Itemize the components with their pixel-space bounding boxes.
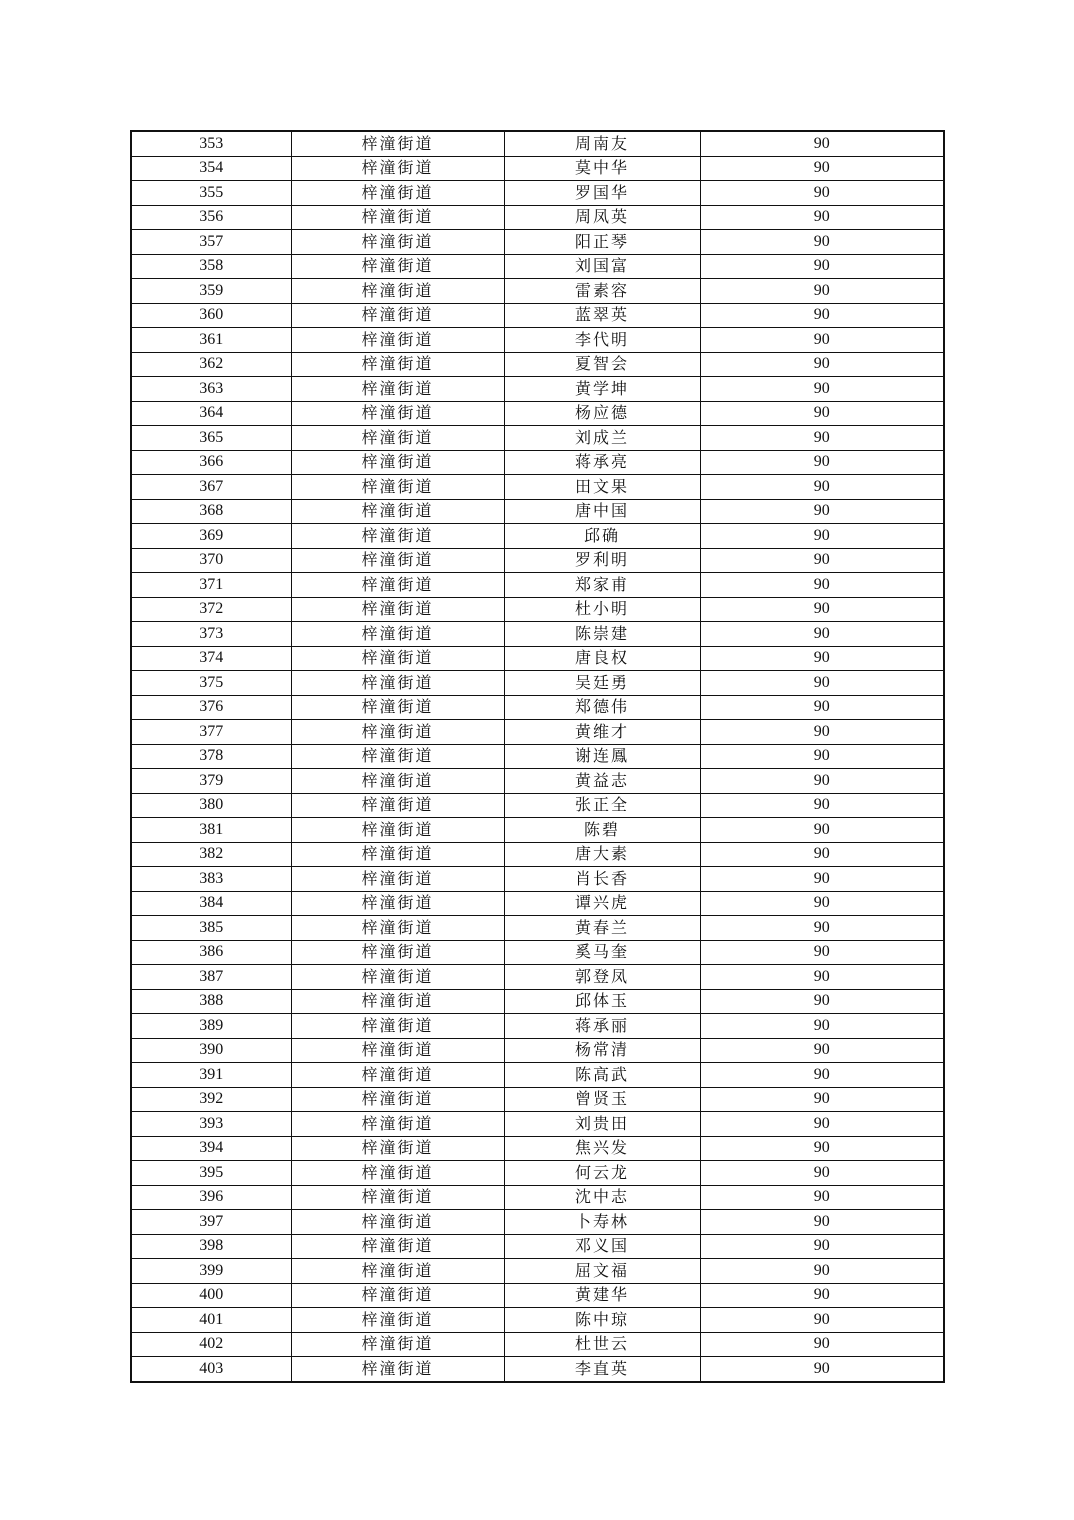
person-name-cell: 郑家甫 <box>504 573 700 598</box>
street-name-cell: 梓潼街道 <box>291 965 504 990</box>
row-number-cell: 397 <box>131 1210 291 1235</box>
street-name-cell: 梓潼街道 <box>291 573 504 598</box>
row-number-cell: 371 <box>131 573 291 598</box>
row-number-cell: 402 <box>131 1332 291 1357</box>
score-value-cell: 90 <box>700 303 944 328</box>
street-name-cell: 梓潼街道 <box>291 131 504 156</box>
table-row <box>131 867 944 892</box>
table-row <box>131 1038 944 1063</box>
person-name-cell: 奚马奎 <box>504 940 700 965</box>
row-number-cell: 403 <box>131 1357 291 1382</box>
street-name-cell: 梓潼街道 <box>291 1259 504 1284</box>
score-value-cell: 90 <box>700 965 944 990</box>
street-name-cell: 梓潼街道 <box>291 695 504 720</box>
person-name-cell: 曾贤玉 <box>504 1087 700 1112</box>
row-number-cell: 355 <box>131 181 291 206</box>
score-value-cell: 90 <box>700 597 944 622</box>
score-value-cell: 90 <box>700 499 944 524</box>
street-name-cell: 梓潼街道 <box>291 548 504 573</box>
score-value-cell: 90 <box>700 695 944 720</box>
person-name-cell: 唐中国 <box>504 499 700 524</box>
street-name-cell: 梓潼街道 <box>291 597 504 622</box>
table-row <box>131 1332 944 1357</box>
street-name-cell: 梓潼街道 <box>291 1332 504 1357</box>
person-name-cell: 蒋承丽 <box>504 1014 700 1039</box>
row-number-cell: 388 <box>131 989 291 1014</box>
table-row <box>131 475 944 500</box>
person-name-cell: 唐良权 <box>504 646 700 671</box>
table-row <box>131 1014 944 1039</box>
row-number-cell: 361 <box>131 328 291 353</box>
row-number-cell: 399 <box>131 1259 291 1284</box>
street-name-cell: 梓潼街道 <box>291 401 504 426</box>
row-number-cell: 390 <box>131 1038 291 1063</box>
person-name-cell: 陈碧 <box>504 818 700 843</box>
person-name-cell: 何云龙 <box>504 1161 700 1186</box>
table-row <box>131 597 944 622</box>
row-number-cell: 372 <box>131 597 291 622</box>
person-name-cell: 黄益志 <box>504 769 700 794</box>
table-row <box>131 573 944 598</box>
score-value-cell: 90 <box>700 646 944 671</box>
row-number-cell: 386 <box>131 940 291 965</box>
score-value-cell: 90 <box>700 230 944 255</box>
table-row <box>131 1185 944 1210</box>
score-value-cell: 90 <box>700 622 944 647</box>
table-row <box>131 450 944 475</box>
person-name-cell: 刘贵田 <box>504 1112 700 1137</box>
row-number-cell: 394 <box>131 1136 291 1161</box>
score-value-cell: 90 <box>700 1234 944 1259</box>
street-name-cell: 梓潼街道 <box>291 793 504 818</box>
score-value-cell: 90 <box>700 475 944 500</box>
table-row <box>131 303 944 328</box>
score-value-cell: 90 <box>700 401 944 426</box>
table-row <box>131 1357 944 1382</box>
person-name-cell: 郭登凤 <box>504 965 700 990</box>
person-name-cell: 沈中志 <box>504 1185 700 1210</box>
table-row <box>131 965 944 990</box>
row-number-cell: 389 <box>131 1014 291 1039</box>
row-number-cell: 358 <box>131 254 291 279</box>
table-row <box>131 1063 944 1088</box>
person-name-cell: 周凤英 <box>504 205 700 230</box>
street-name-cell: 梓潼街道 <box>291 940 504 965</box>
row-number-cell: 374 <box>131 646 291 671</box>
roster-table <box>130 130 945 1383</box>
street-name-cell: 梓潼街道 <box>291 499 504 524</box>
table-row <box>131 1234 944 1259</box>
street-name-cell: 梓潼街道 <box>291 1234 504 1259</box>
row-number-cell: 382 <box>131 842 291 867</box>
score-value-cell: 90 <box>700 450 944 475</box>
street-name-cell: 梓潼街道 <box>291 671 504 696</box>
street-name-cell: 梓潼街道 <box>291 720 504 745</box>
table-row <box>131 548 944 573</box>
row-number-cell: 362 <box>131 352 291 377</box>
row-number-cell: 395 <box>131 1161 291 1186</box>
score-value-cell: 90 <box>700 426 944 451</box>
score-value-cell: 90 <box>700 1210 944 1235</box>
row-number-cell: 363 <box>131 377 291 402</box>
row-number-cell: 379 <box>131 769 291 794</box>
score-value-cell: 90 <box>700 1259 944 1284</box>
table-row <box>131 818 944 843</box>
score-value-cell: 90 <box>700 1308 944 1333</box>
person-name-cell: 杜世云 <box>504 1332 700 1357</box>
score-value-cell: 90 <box>700 352 944 377</box>
score-value-cell: 90 <box>700 377 944 402</box>
table-row <box>131 1210 944 1235</box>
table-row <box>131 524 944 549</box>
table-row <box>131 254 944 279</box>
street-name-cell: 梓潼街道 <box>291 891 504 916</box>
row-number-cell: 369 <box>131 524 291 549</box>
table-row <box>131 230 944 255</box>
person-name-cell: 肖长香 <box>504 867 700 892</box>
street-name-cell: 梓潼街道 <box>291 230 504 255</box>
table-row <box>131 720 944 745</box>
street-name-cell: 梓潼街道 <box>291 1161 504 1186</box>
row-number-cell: 401 <box>131 1308 291 1333</box>
table-row <box>131 1259 944 1284</box>
score-value-cell: 90 <box>700 1063 944 1088</box>
table-row <box>131 156 944 181</box>
score-value-cell: 90 <box>700 916 944 941</box>
street-name-cell: 梓潼街道 <box>291 769 504 794</box>
table-row <box>131 622 944 647</box>
table-row <box>131 891 944 916</box>
row-number-cell: 354 <box>131 156 291 181</box>
score-value-cell: 90 <box>700 181 944 206</box>
row-number-cell: 376 <box>131 695 291 720</box>
score-value-cell: 90 <box>700 156 944 181</box>
table-row <box>131 1308 944 1333</box>
table-row <box>131 646 944 671</box>
person-name-cell: 屈文福 <box>504 1259 700 1284</box>
row-number-cell: 368 <box>131 499 291 524</box>
person-name-cell: 张正全 <box>504 793 700 818</box>
table-row <box>131 181 944 206</box>
table-row <box>131 499 944 524</box>
person-name-cell: 杜小明 <box>504 597 700 622</box>
row-number-cell: 360 <box>131 303 291 328</box>
row-number-cell: 391 <box>131 1063 291 1088</box>
row-number-cell: 385 <box>131 916 291 941</box>
street-name-cell: 梓潼街道 <box>291 867 504 892</box>
score-value-cell: 90 <box>700 818 944 843</box>
person-name-cell: 莫中华 <box>504 156 700 181</box>
score-value-cell: 90 <box>700 671 944 696</box>
person-name-cell: 邱体玉 <box>504 989 700 1014</box>
score-value-cell: 90 <box>700 1185 944 1210</box>
score-value-cell: 90 <box>700 1112 944 1137</box>
street-name-cell: 梓潼街道 <box>291 1112 504 1137</box>
table-row <box>131 671 944 696</box>
street-name-cell: 梓潼街道 <box>291 1308 504 1333</box>
score-value-cell: 90 <box>700 720 944 745</box>
score-value-cell: 90 <box>700 769 944 794</box>
street-name-cell: 梓潼街道 <box>291 1136 504 1161</box>
table-row <box>131 989 944 1014</box>
row-number-cell: 353 <box>131 131 291 156</box>
person-name-cell: 李直英 <box>504 1357 700 1382</box>
row-number-cell: 400 <box>131 1283 291 1308</box>
person-name-cell: 夏智会 <box>504 352 700 377</box>
street-name-cell: 梓潼街道 <box>291 646 504 671</box>
street-name-cell: 梓潼街道 <box>291 1063 504 1088</box>
person-name-cell: 焦兴发 <box>504 1136 700 1161</box>
score-value-cell: 90 <box>700 940 944 965</box>
street-name-cell: 梓潼街道 <box>291 328 504 353</box>
score-value-cell: 90 <box>700 548 944 573</box>
table-row <box>131 1112 944 1137</box>
person-name-cell: 谢连鳳 <box>504 744 700 769</box>
row-number-cell: 370 <box>131 548 291 573</box>
score-value-cell: 90 <box>700 328 944 353</box>
person-name-cell: 蓝翠英 <box>504 303 700 328</box>
row-number-cell: 381 <box>131 818 291 843</box>
street-name-cell: 梓潼街道 <box>291 818 504 843</box>
street-name-cell: 梓潼街道 <box>291 426 504 451</box>
table-row <box>131 328 944 353</box>
row-number-cell: 366 <box>131 450 291 475</box>
score-value-cell: 90 <box>700 842 944 867</box>
table-row <box>131 769 944 794</box>
street-name-cell: 梓潼街道 <box>291 744 504 769</box>
person-name-cell: 刘国富 <box>504 254 700 279</box>
score-value-cell: 90 <box>700 279 944 304</box>
table-row <box>131 1087 944 1112</box>
row-number-cell: 387 <box>131 965 291 990</box>
table-row <box>131 279 944 304</box>
street-name-cell: 梓潼街道 <box>291 156 504 181</box>
row-number-cell: 356 <box>131 205 291 230</box>
street-name-cell: 梓潼街道 <box>291 352 504 377</box>
person-name-cell: 黄春兰 <box>504 916 700 941</box>
person-name-cell: 卜寿林 <box>504 1210 700 1235</box>
score-value-cell: 90 <box>700 989 944 1014</box>
street-name-cell: 梓潼街道 <box>291 524 504 549</box>
person-name-cell: 罗国华 <box>504 181 700 206</box>
street-name-cell: 梓潼街道 <box>291 450 504 475</box>
row-number-cell: 365 <box>131 426 291 451</box>
person-name-cell: 杨应德 <box>504 401 700 426</box>
person-name-cell: 陈高武 <box>504 1063 700 1088</box>
table-row <box>131 1283 944 1308</box>
score-value-cell: 90 <box>700 867 944 892</box>
table-row <box>131 1136 944 1161</box>
person-name-cell: 唐大素 <box>504 842 700 867</box>
table-row <box>131 842 944 867</box>
person-name-cell: 杨常清 <box>504 1038 700 1063</box>
table-row <box>131 916 944 941</box>
person-name-cell: 蒋承亮 <box>504 450 700 475</box>
person-name-cell: 雷素容 <box>504 279 700 304</box>
row-number-cell: 393 <box>131 1112 291 1137</box>
table-row <box>131 205 944 230</box>
row-number-cell: 364 <box>131 401 291 426</box>
score-value-cell: 90 <box>700 1283 944 1308</box>
score-value-cell: 90 <box>700 131 944 156</box>
street-name-cell: 梓潼街道 <box>291 377 504 402</box>
table-row <box>131 377 944 402</box>
score-value-cell: 90 <box>700 1332 944 1357</box>
row-number-cell: 380 <box>131 793 291 818</box>
street-name-cell: 梓潼街道 <box>291 1087 504 1112</box>
person-name-cell: 邱确 <box>504 524 700 549</box>
score-value-cell: 90 <box>700 524 944 549</box>
street-name-cell: 梓潼街道 <box>291 1038 504 1063</box>
table-row <box>131 695 944 720</box>
street-name-cell: 梓潼街道 <box>291 916 504 941</box>
street-name-cell: 梓潼街道 <box>291 475 504 500</box>
street-name-cell: 梓潼街道 <box>291 1283 504 1308</box>
row-number-cell: 357 <box>131 230 291 255</box>
table-row <box>131 1161 944 1186</box>
person-name-cell: 刘成兰 <box>504 426 700 451</box>
row-number-cell: 396 <box>131 1185 291 1210</box>
row-number-cell: 367 <box>131 475 291 500</box>
row-number-cell: 373 <box>131 622 291 647</box>
street-name-cell: 梓潼街道 <box>291 1185 504 1210</box>
row-number-cell: 384 <box>131 891 291 916</box>
score-value-cell: 90 <box>700 1087 944 1112</box>
score-value-cell: 90 <box>700 744 944 769</box>
row-number-cell: 359 <box>131 279 291 304</box>
person-name-cell: 罗利明 <box>504 548 700 573</box>
table-row <box>131 352 944 377</box>
street-name-cell: 梓潼街道 <box>291 279 504 304</box>
row-number-cell: 383 <box>131 867 291 892</box>
person-name-cell: 李代明 <box>504 328 700 353</box>
row-number-cell: 398 <box>131 1234 291 1259</box>
score-value-cell: 90 <box>700 793 944 818</box>
street-name-cell: 梓潼街道 <box>291 303 504 328</box>
person-name-cell: 田文果 <box>504 475 700 500</box>
person-name-cell: 陈中琼 <box>504 1308 700 1333</box>
person-name-cell: 黄维才 <box>504 720 700 745</box>
street-name-cell: 梓潼街道 <box>291 1210 504 1235</box>
person-name-cell: 吴廷勇 <box>504 671 700 696</box>
table-row <box>131 401 944 426</box>
score-value-cell: 90 <box>700 205 944 230</box>
person-name-cell: 谭兴虎 <box>504 891 700 916</box>
street-name-cell: 梓潼街道 <box>291 205 504 230</box>
person-name-cell: 黄建华 <box>504 1283 700 1308</box>
score-value-cell: 90 <box>700 1014 944 1039</box>
street-name-cell: 梓潼街道 <box>291 1014 504 1039</box>
row-number-cell: 375 <box>131 671 291 696</box>
table-row <box>131 793 944 818</box>
table-row <box>131 744 944 769</box>
street-name-cell: 梓潼街道 <box>291 622 504 647</box>
street-name-cell: 梓潼街道 <box>291 1357 504 1382</box>
score-value-cell: 90 <box>700 1136 944 1161</box>
score-value-cell: 90 <box>700 1038 944 1063</box>
person-name-cell: 郑德伟 <box>504 695 700 720</box>
score-value-cell: 90 <box>700 254 944 279</box>
row-number-cell: 392 <box>131 1087 291 1112</box>
roster-table-body <box>131 131 944 1382</box>
person-name-cell: 阳正琴 <box>504 230 700 255</box>
table-row <box>131 131 944 156</box>
person-name-cell: 陈崇建 <box>504 622 700 647</box>
score-value-cell: 90 <box>700 1357 944 1382</box>
table-row <box>131 426 944 451</box>
row-number-cell: 377 <box>131 720 291 745</box>
row-number-cell: 378 <box>131 744 291 769</box>
street-name-cell: 梓潼街道 <box>291 181 504 206</box>
person-name-cell: 邓义国 <box>504 1234 700 1259</box>
street-name-cell: 梓潼街道 <box>291 254 504 279</box>
street-name-cell: 梓潼街道 <box>291 842 504 867</box>
person-name-cell: 周南友 <box>504 131 700 156</box>
person-name-cell: 黄学坤 <box>504 377 700 402</box>
score-value-cell: 90 <box>700 891 944 916</box>
score-value-cell: 90 <box>700 1161 944 1186</box>
score-value-cell: 90 <box>700 573 944 598</box>
street-name-cell: 梓潼街道 <box>291 989 504 1014</box>
table-row <box>131 940 944 965</box>
